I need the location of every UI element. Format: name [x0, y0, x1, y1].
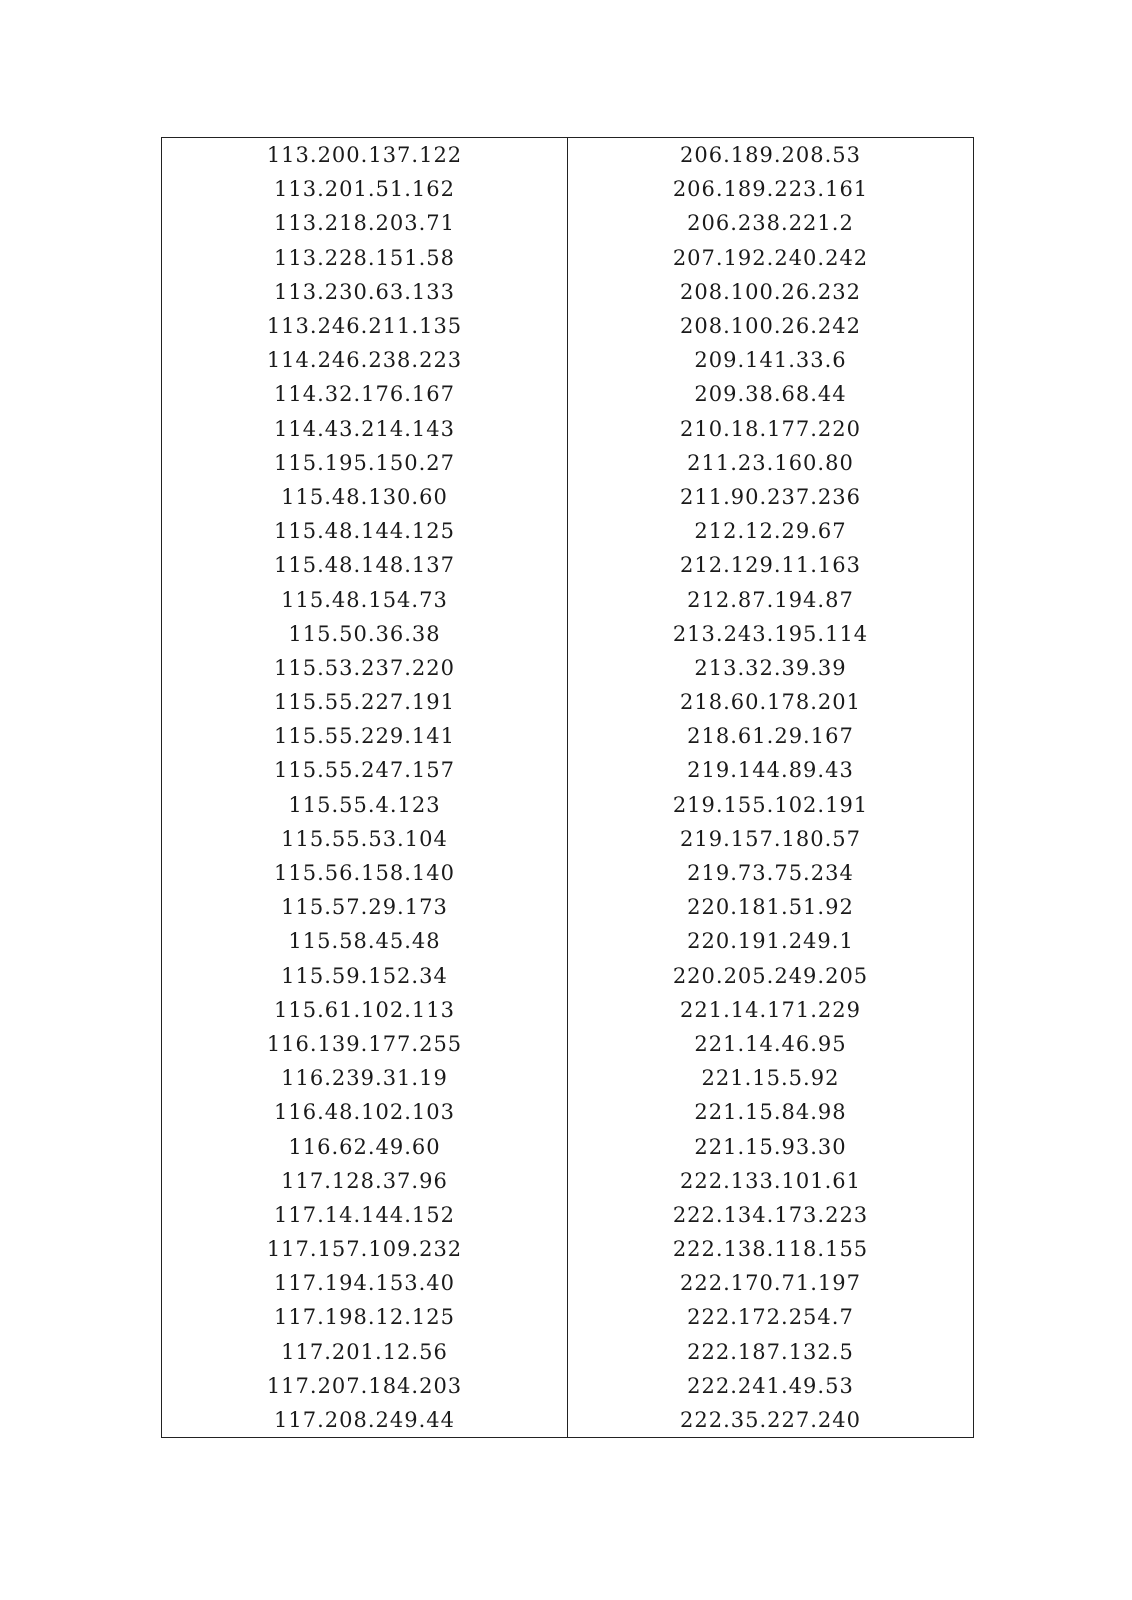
ip-cell-left: 115.195.150.27	[162, 446, 568, 480]
ip-cell-right: 222.138.118.155	[568, 1232, 974, 1266]
ip-cell-right: 206.238.221.2	[568, 206, 974, 240]
ip-cell-right: 209.38.68.44	[568, 377, 974, 411]
ip-cell-left: 113.230.63.133	[162, 275, 568, 309]
table-row	[162, 343, 974, 377]
ip-cell-left: 115.55.229.141	[162, 719, 568, 753]
table-row	[162, 788, 974, 822]
ip-cell-right: 213.32.39.39	[568, 651, 974, 685]
ip-cell-right: 222.35.227.240	[568, 1403, 974, 1438]
table-row	[162, 241, 974, 275]
ip-cell-left: 115.59.152.34	[162, 959, 568, 993]
ip-cell-right: 219.144.89.43	[568, 753, 974, 787]
table-row	[162, 1232, 974, 1266]
ip-cell-right: 208.100.26.232	[568, 275, 974, 309]
ip-cell-right: 212.87.194.87	[568, 582, 974, 616]
table-row	[162, 822, 974, 856]
ip-cell-left: 115.53.237.220	[162, 651, 568, 685]
table-row	[162, 206, 974, 240]
ip-cell-right: 222.170.71.197	[568, 1266, 974, 1300]
ip-cell-right: 220.181.51.92	[568, 890, 974, 924]
ip-cell-right: 222.241.49.53	[568, 1369, 974, 1403]
ip-cell-right: 222.134.173.223	[568, 1198, 974, 1232]
ip-cell-left: 115.50.36.38	[162, 617, 568, 651]
ip-cell-left: 115.48.144.125	[162, 514, 568, 548]
ip-cell-left: 116.139.177.255	[162, 1027, 568, 1061]
ip-cell-right: 221.15.84.98	[568, 1095, 974, 1129]
table-row	[162, 924, 974, 958]
ip-cell-left: 115.48.148.137	[162, 548, 568, 582]
ip-cell-left: 113.246.211.135	[162, 309, 568, 343]
table-row	[162, 1403, 974, 1438]
ip-cell-right: 221.14.171.229	[568, 993, 974, 1027]
ip-cell-left: 115.55.4.123	[162, 788, 568, 822]
ip-cell-right: 221.15.93.30	[568, 1129, 974, 1163]
ip-cell-left: 116.239.31.19	[162, 1061, 568, 1095]
ip-cell-left: 114.32.176.167	[162, 377, 568, 411]
ip-cell-left: 116.62.49.60	[162, 1129, 568, 1163]
ip-cell-left: 115.58.45.48	[162, 924, 568, 958]
ip-cell-left: 113.228.151.58	[162, 241, 568, 275]
table-row	[162, 1129, 974, 1163]
ip-cell-right: 221.15.5.92	[568, 1061, 974, 1095]
table-row	[162, 856, 974, 890]
table-row	[162, 138, 974, 173]
ip-cell-right: 212.129.11.163	[568, 548, 974, 582]
ip-cell-left: 115.57.29.173	[162, 890, 568, 924]
table-row	[162, 309, 974, 343]
table-row	[162, 1266, 974, 1300]
ip-cell-left: 117.201.12.56	[162, 1335, 568, 1369]
table-row	[162, 1369, 974, 1403]
ip-cell-left: 117.157.109.232	[162, 1232, 568, 1266]
table-row	[162, 548, 974, 582]
ip-cell-right: 222.187.132.5	[568, 1335, 974, 1369]
ip-cell-right: 211.90.237.236	[568, 480, 974, 514]
ip-cell-left: 113.218.203.71	[162, 206, 568, 240]
ip-cell-right: 220.205.249.205	[568, 959, 974, 993]
ip-cell-left: 117.14.144.152	[162, 1198, 568, 1232]
table-row	[162, 753, 974, 787]
ip-cell-left: 115.55.247.157	[162, 753, 568, 787]
table-row	[162, 1300, 974, 1334]
ip-cell-right: 213.243.195.114	[568, 617, 974, 651]
table-row	[162, 1061, 974, 1095]
ip-address-table	[161, 137, 974, 1438]
ip-cell-left: 117.194.153.40	[162, 1266, 568, 1300]
ip-cell-right: 206.189.223.161	[568, 172, 974, 206]
ip-cell-left: 115.48.130.60	[162, 480, 568, 514]
ip-cell-left: 115.61.102.113	[162, 993, 568, 1027]
ip-cell-right: 221.14.46.95	[568, 1027, 974, 1061]
ip-cell-right: 219.155.102.191	[568, 788, 974, 822]
table-row	[162, 172, 974, 206]
table-row	[162, 1164, 974, 1198]
ip-cell-right: 222.172.254.7	[568, 1300, 974, 1334]
ip-cell-right: 219.157.180.57	[568, 822, 974, 856]
table-row	[162, 719, 974, 753]
table-row	[162, 446, 974, 480]
table-row	[162, 582, 974, 616]
ip-cell-right: 206.189.208.53	[568, 138, 974, 173]
ip-cell-right: 220.191.249.1	[568, 924, 974, 958]
table-row	[162, 275, 974, 309]
table-row	[162, 1027, 974, 1061]
ip-cell-right: 207.192.240.242	[568, 241, 974, 275]
table-row	[162, 890, 974, 924]
ip-cell-left: 117.207.184.203	[162, 1369, 568, 1403]
table-row	[162, 959, 974, 993]
table-row	[162, 1095, 974, 1129]
ip-cell-left: 115.56.158.140	[162, 856, 568, 890]
ip-cell-left: 115.55.227.191	[162, 685, 568, 719]
ip-cell-right: 218.60.178.201	[568, 685, 974, 719]
table-row	[162, 1198, 974, 1232]
table-row	[162, 412, 974, 446]
ip-cell-left: 115.48.154.73	[162, 582, 568, 616]
ip-cell-right: 219.73.75.234	[568, 856, 974, 890]
table-row	[162, 1335, 974, 1369]
ip-cell-right: 208.100.26.242	[568, 309, 974, 343]
ip-cell-right: 209.141.33.6	[568, 343, 974, 377]
table-row	[162, 480, 974, 514]
ip-cell-left: 115.55.53.104	[162, 822, 568, 856]
ip-cell-right: 211.23.160.80	[568, 446, 974, 480]
table-row	[162, 685, 974, 719]
ip-cell-right: 222.133.101.61	[568, 1164, 974, 1198]
ip-cell-left: 117.208.249.44	[162, 1403, 568, 1438]
table-row	[162, 993, 974, 1027]
ip-cell-left: 117.198.12.125	[162, 1300, 568, 1334]
table-row	[162, 651, 974, 685]
ip-cell-right: 218.61.29.167	[568, 719, 974, 753]
table-row	[162, 514, 974, 548]
ip-cell-left: 116.48.102.103	[162, 1095, 568, 1129]
table-row	[162, 617, 974, 651]
table-row	[162, 377, 974, 411]
ip-cell-left: 113.201.51.162	[162, 172, 568, 206]
ip-table-body	[162, 138, 974, 1438]
ip-cell-left: 114.43.214.143	[162, 412, 568, 446]
ip-cell-right: 210.18.177.220	[568, 412, 974, 446]
ip-cell-left: 113.200.137.122	[162, 138, 568, 173]
ip-cell-left: 117.128.37.96	[162, 1164, 568, 1198]
ip-cell-left: 114.246.238.223	[162, 343, 568, 377]
ip-cell-right: 212.12.29.67	[568, 514, 974, 548]
